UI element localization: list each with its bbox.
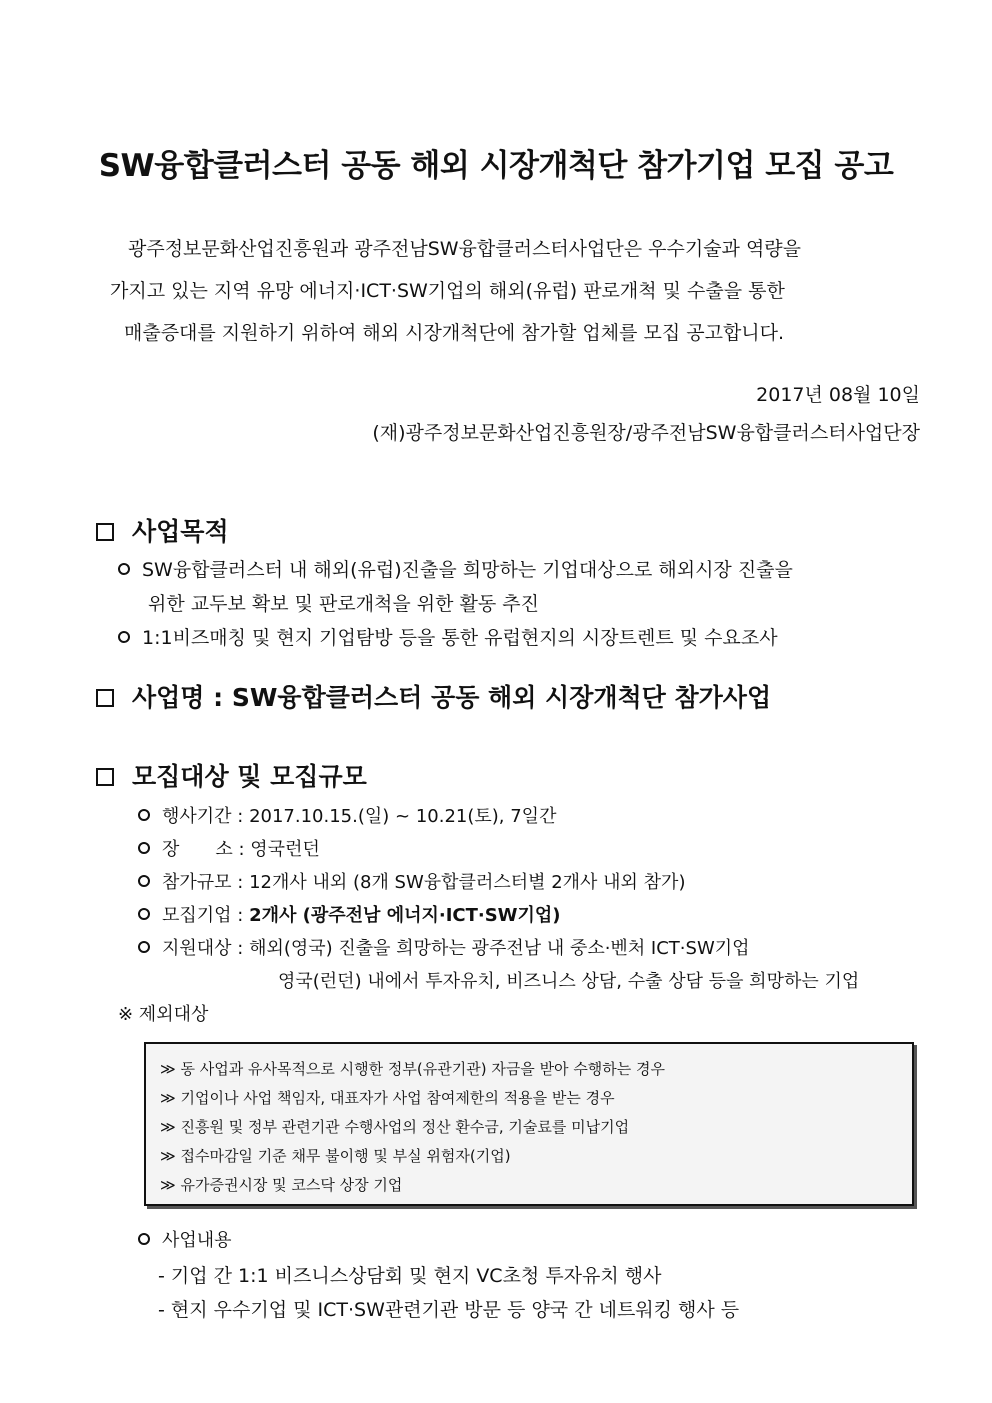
section-purpose-heading <box>96 512 229 548</box>
exclusion-item: ≫ 접수마감일 기준 채무 불이행 및 부실 위험자(기업) <box>160 1147 511 1165</box>
purpose-bullet-2-text: 1:1비즈매칭 및 현지 기업탐방 등을 통한 유럽현지의 시장트렌트 및 수요조사 <box>142 627 778 649</box>
item-label: 지원대상 : <box>162 938 244 959</box>
section-name-title: 사업명 : SW융합클러스터 공동 해외 시장개척단 참가사업 <box>132 683 772 712</box>
exclusion-box <box>144 1042 914 1206</box>
section-name-heading <box>96 678 771 714</box>
purpose-bullet-1 <box>118 553 793 587</box>
announcement-date: 2017년 08월 10일 <box>756 384 920 406</box>
target-item-scale <box>138 868 685 894</box>
target-item-place <box>138 835 320 861</box>
content-item-2: - 현지 우수기업 및 ICT·SW관련기관 방문 등 양국 간 네트워킹 행사 등 <box>158 1299 740 1321</box>
item-label: 행사기간 : <box>162 806 244 827</box>
circle-bullet-icon <box>138 941 150 953</box>
intro-line-3: 매출증대를 지원하기 위하여 해외 시장개척단에 참가할 업체를 모집 공고합니다. <box>124 322 785 344</box>
item-label: 장 소 : <box>162 839 245 860</box>
page-title: SW융합클러스터 공동 해외 시장개척단 참가기업 모집 공고 <box>98 148 894 184</box>
circle-bullet-icon <box>118 563 130 575</box>
item-value: 영국런던 <box>250 839 320 860</box>
circle-bullet-icon <box>138 875 150 887</box>
target-item-support <box>138 934 750 960</box>
section-target-heading <box>96 757 367 793</box>
circle-bullet-icon <box>138 842 150 854</box>
purpose-bullet-1-cont: 위한 교두보 확보 및 판로개척을 위한 활동 추진 <box>148 593 540 615</box>
purpose-bullet-1-text: SW융합클러스터 내 해외(유럽)진출을 희망하는 기업대상으로 해외시장 진출을 <box>142 559 793 581</box>
square-bullet-icon <box>96 689 114 707</box>
square-bullet-icon <box>96 523 114 541</box>
target-item-recruit <box>138 901 561 927</box>
circle-bullet-icon <box>118 631 130 643</box>
item-value: 2017.10.15.(일) ~ 10.21(토), 7일간 <box>249 806 557 827</box>
circle-bullet-icon <box>138 1233 150 1245</box>
purpose-bullet-2 <box>118 621 778 655</box>
intro-line-2: 가지고 있는 지역 유망 에너지·ICT·SW기업의 해외(유럽) 판로개척 및 수출을 통한 <box>110 280 785 302</box>
signer: (재)광주정보문화산업진흥원장/광주전남SW융합클러스터사업단장 <box>372 422 920 444</box>
circle-bullet-icon <box>138 908 150 920</box>
section-target-title: 모집대상 및 모집규모 <box>132 762 367 791</box>
content-label <box>138 1226 232 1252</box>
exclusion-label: ※ 제외대상 <box>118 1004 209 1025</box>
intro-line-1: 광주정보문화산업진흥원과 광주전남SW융합클러스터사업단은 우수기술과 역량을 <box>128 238 802 260</box>
exclusion-item: ≫ 동 사업과 유사목적으로 시행한 정부(유관기관) 자금을 받아 수행하는 경우 <box>160 1060 666 1078</box>
intro-paragraph <box>110 228 920 354</box>
exclusion-item: ≫ 유가증권시장 및 코스닥 상장 기업 <box>160 1176 403 1194</box>
content-item-1: - 기업 간 1:1 비즈니스상담회 및 현지 VC초청 투자유치 행사 <box>158 1265 662 1287</box>
target-item-support-cont: 영국(런던) 내에서 투자유치, 비즈니스 상담, 수출 상담 등을 희망하는 기업 <box>278 971 860 992</box>
square-bullet-icon <box>96 768 114 786</box>
item-label: 모집기업 : <box>162 905 244 926</box>
target-item-period <box>138 802 556 828</box>
item-label: 참가규모 : <box>162 872 244 893</box>
exclusion-item: ≫ 진흥원 및 정부 관련기관 수행사업의 정산 환수금, 기술료를 미납기업 <box>160 1118 630 1136</box>
content-label-text: 사업내용 <box>162 1230 232 1251</box>
exclusion-item: ≫ 기업이나 사업 책임자, 대표자가 사업 참여제한의 적용을 받는 경우 <box>160 1089 615 1107</box>
item-value: 12개사 내외 (8개 SW융합클러스터별 2개사 내외 참가) <box>249 872 686 893</box>
section-purpose-title: 사업목적 <box>132 517 229 546</box>
item-value: 2개사 (광주전남 에너지·ICT·SW기업) <box>249 905 561 926</box>
item-value: 해외(영국) 진출을 희망하는 광주전남 내 중소·벤처 ICT·SW기업 <box>249 938 750 959</box>
circle-bullet-icon <box>138 809 150 821</box>
